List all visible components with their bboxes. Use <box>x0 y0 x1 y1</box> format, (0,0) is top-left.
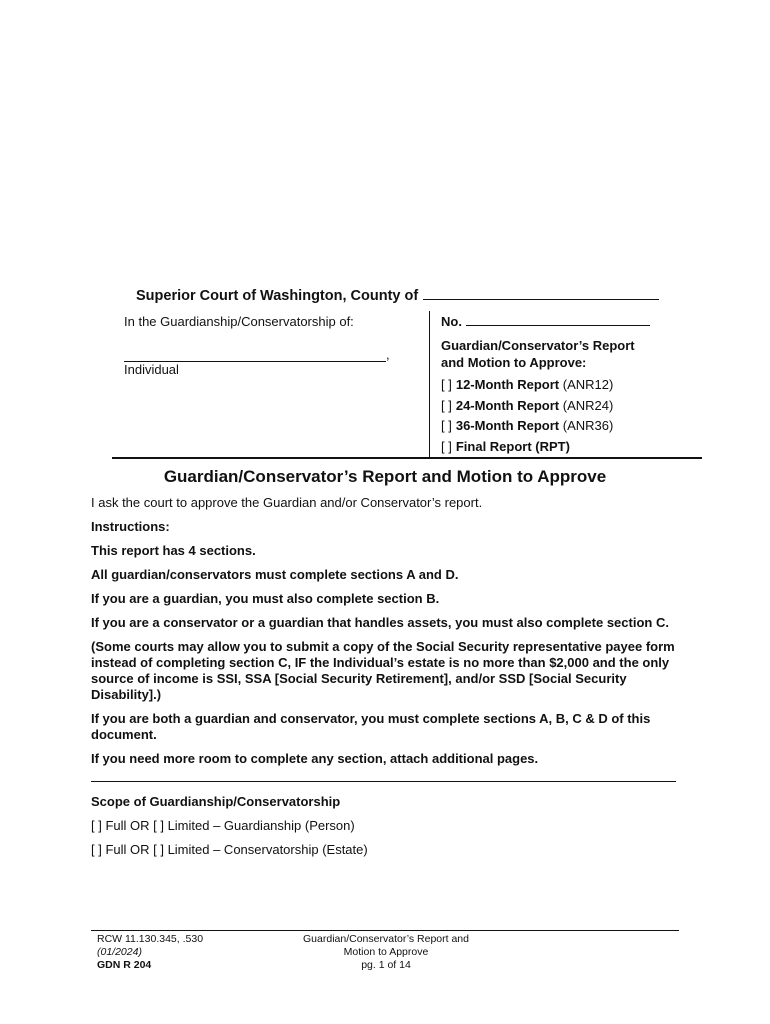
instruction-paragraph: This report has 4 sections. <box>91 543 256 558</box>
blank-suffix: , <box>386 347 390 362</box>
report-option-24-month[interactable] <box>441 398 701 415</box>
instruction-paragraph: If you are both a guardian and conservator, you must complete sections A, B, C & D of this document. <box>91 711 651 742</box>
in-the-matter-label: In the Guardianship/Conservatorship of: <box>124 314 354 329</box>
report-option-label: 12-Month Report <box>455 377 560 392</box>
caption-vertical-divider <box>429 311 430 457</box>
footer-form-code: GDN R 204 <box>97 959 152 971</box>
report-option-36-month[interactable] <box>441 418 701 435</box>
instruction-paragraph: If you are a conservator or a guardian that handles assets, you must also complete section C. <box>91 615 669 630</box>
intro-text: I ask the court to approve the Guardian and/or Conservator’s report. <box>91 495 483 510</box>
case-number-blank[interactable] <box>466 313 650 326</box>
report-option-label: Final Report (RPT) <box>455 438 570 454</box>
report-option-12-month[interactable] <box>441 377 701 394</box>
footer-divider <box>91 930 679 931</box>
instruction-paragraph: (Some courts may allow you to submit a copy of the Social Security representative payee form instead of completing section C, IF the Individual’s estate is no more than $2,000 and the only source of income is SSI, SSA [Social Security Retirement], and/or SSD [Social Security Disability].) <box>91 639 675 702</box>
scope-option-conservatorship[interactable]: [ ] Full OR [ ] Limited – Conservatorship (Estate) <box>91 842 368 857</box>
caption-title-line2: and Motion to Approve: <box>441 355 587 370</box>
individual-label: Individual <box>124 362 179 377</box>
report-option-label: 36-Month Report <box>455 418 560 433</box>
caption-horizontal-divider <box>112 457 702 459</box>
report-option-final[interactable] <box>441 439 701 456</box>
instruction-paragraph: If you are a guardian, you must also complete section B. <box>91 591 440 606</box>
report-option-label: 24-Month Report <box>455 397 560 413</box>
scope-heading: Scope of Guardianship/Conservatorship <box>91 794 341 809</box>
checkbox[interactable]: [ ] <box>441 397 452 413</box>
report-option-code: (ANR36) <box>562 418 614 433</box>
case-number-label: No. <box>441 314 462 329</box>
document-body <box>91 495 691 866</box>
court-title-text: Superior Court of Washington, County of <box>136 288 419 304</box>
footer-title-line1: Guardian/Conservator’s Report and <box>303 933 469 945</box>
document-title: Guardian/Conservator’s Report and Motion to Approve <box>163 467 607 486</box>
footer-page-number: pg. 1 of 14 <box>361 959 411 971</box>
instructions-heading: Instructions: <box>91 519 170 534</box>
caption-title <box>441 337 701 371</box>
caption-right <box>441 313 701 455</box>
individual-name-blank[interactable] <box>124 347 386 362</box>
footer-title-line2: Motion to Approve <box>343 946 429 958</box>
footer-rcw: RCW 11.130.345, .530 <box>97 933 204 945</box>
scope-option-guardianship[interactable]: [ ] Full OR [ ] Limited – Guardianship (Person) <box>91 818 355 833</box>
footer-left <box>97 933 203 972</box>
case-number-row <box>441 313 701 329</box>
section-separator <box>91 781 676 782</box>
checkbox[interactable]: [ ] <box>441 377 452 392</box>
caption-left <box>124 314 424 377</box>
report-options <box>441 377 701 455</box>
court-title <box>136 287 659 304</box>
scope-section <box>91 794 691 858</box>
instruction-paragraph: All guardian/conservators must complete sections A and D. <box>91 567 459 582</box>
caption-title-line1: Guardian/Conservator’s Report <box>441 338 635 353</box>
footer-date: (01/2024) <box>97 946 142 958</box>
report-option-code: (ANR12) <box>562 377 614 392</box>
checkbox[interactable]: [ ] <box>441 438 452 454</box>
footer-center <box>286 933 486 972</box>
checkbox[interactable]: [ ] <box>441 418 452 433</box>
instruction-paragraph: If you need more room to complete any section, attach additional pages. <box>91 751 539 766</box>
report-option-code: (ANR24) <box>562 397 614 413</box>
county-blank-line[interactable] <box>423 287 659 300</box>
